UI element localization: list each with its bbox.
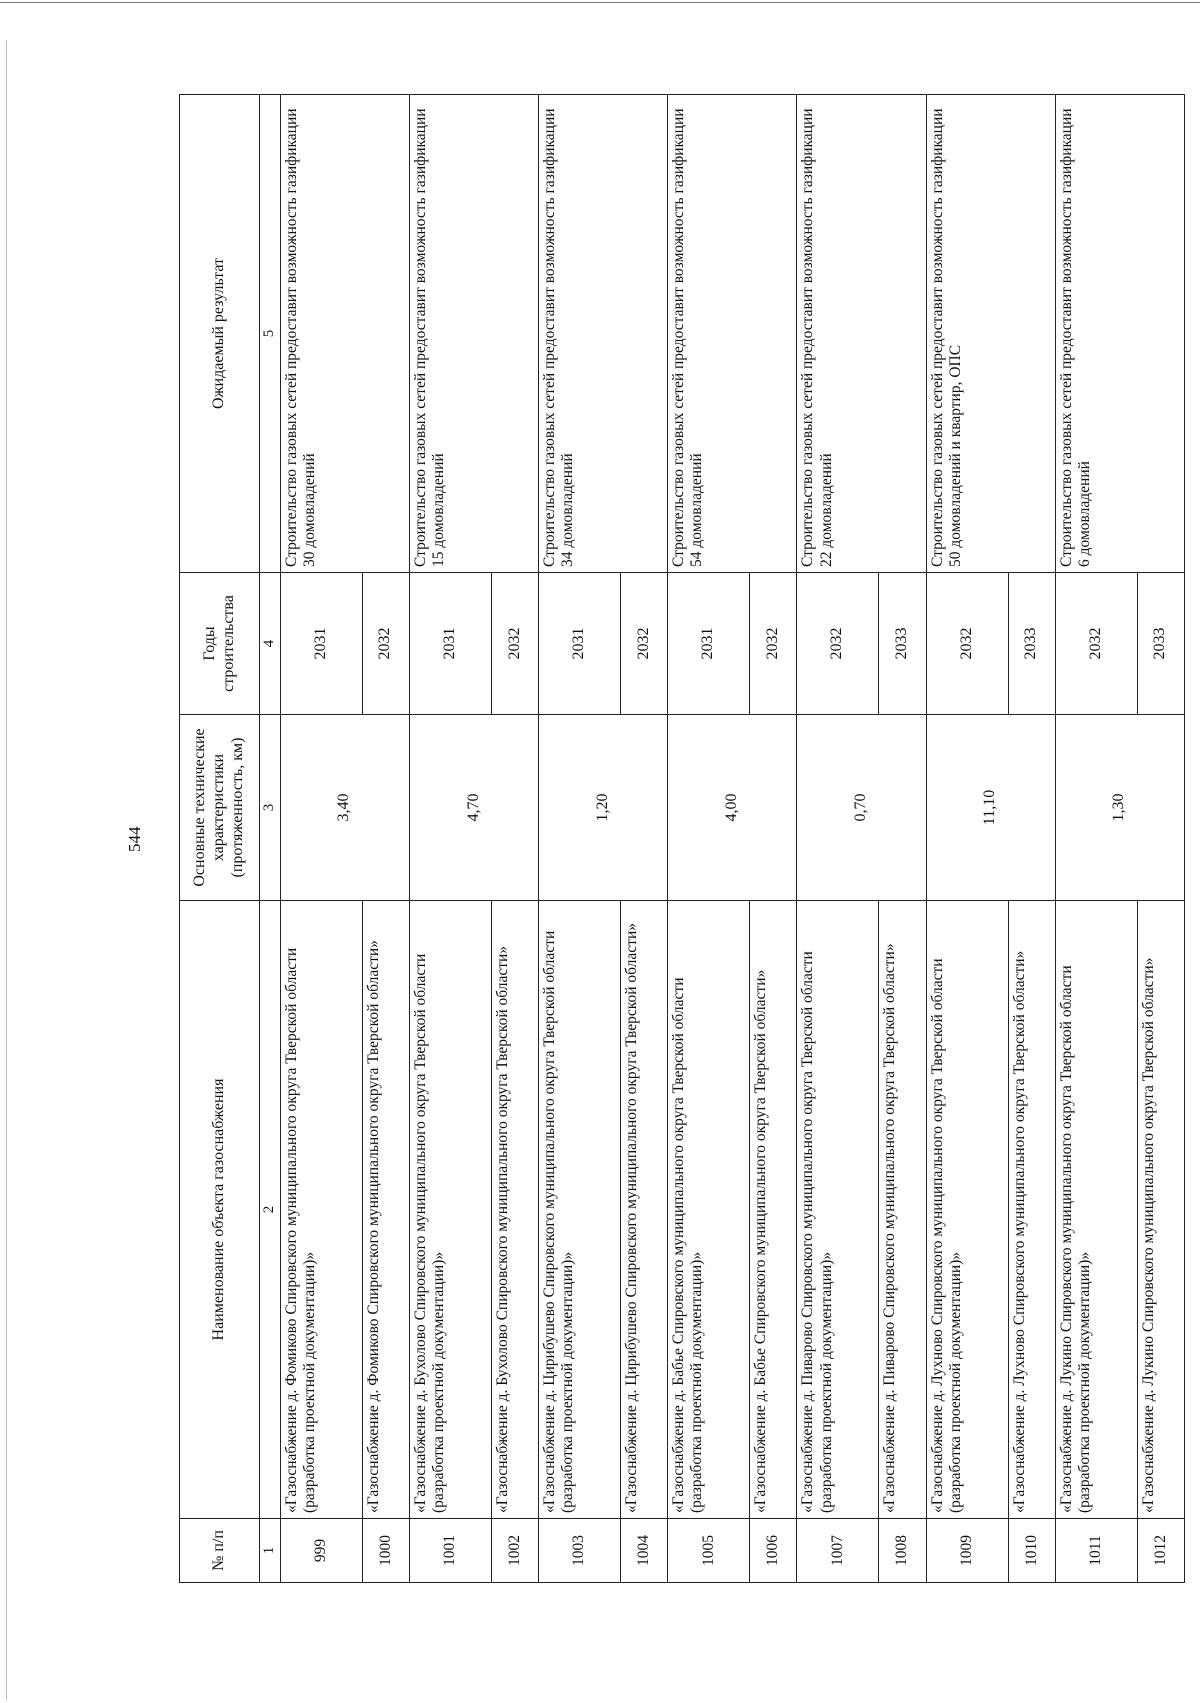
length-km: 1,20 xyxy=(539,715,668,901)
row-number: 1003 xyxy=(539,1519,621,1583)
construction-year: 2031 xyxy=(409,573,491,715)
table-body xyxy=(280,95,1184,1583)
table-row xyxy=(926,95,1008,1583)
object-name: «Газоснабжение д. Бухолово Спировского муниципального округа Тверской области (разработка проектной документации)» xyxy=(409,901,491,1519)
expected-result: Строительство газовых сетей предоставит возможность газификации 15 домовладений xyxy=(409,95,538,573)
row-number: 1007 xyxy=(797,1519,879,1583)
construction-year: 2031 xyxy=(539,573,621,715)
object-name: «Газоснабжение д. Бабье Спировского муниципального округа Тверской области (разработка проектной документации)» xyxy=(668,901,750,1519)
object-name: «Газоснабжение д. Бухолово Спировского муниципального округа Тверской области» xyxy=(491,901,538,1519)
object-name: «Газоснабжение д. Лукино Спировского муниципального округа Тверской области (разработка проектной документации)» xyxy=(1055,901,1137,1519)
object-name: «Газоснабжение д. Лухново Спировского муниципального округа Тверской области (разработка проектной документации)» xyxy=(926,901,1008,1519)
length-km: 4,70 xyxy=(409,715,538,901)
construction-year: 2032 xyxy=(491,573,538,715)
top-edge-line xyxy=(0,2,1200,3)
construction-year: 2032 xyxy=(797,573,879,715)
construction-year: 2032 xyxy=(621,573,668,715)
row-number: 1010 xyxy=(1008,1519,1055,1583)
expected-result: Строительство газовых сетей предоставит возможность газификации 30 домовладений xyxy=(280,95,409,573)
construction-year: 2032 xyxy=(1055,573,1137,715)
table-row xyxy=(539,95,621,1583)
table-row xyxy=(1055,95,1137,1583)
length-km: 1,30 xyxy=(1055,715,1184,901)
table-row xyxy=(280,95,362,1583)
object-name: «Газоснабжение д. Пиварово Спировского муниципального округа Тверской области (разработка проектной документации)» xyxy=(797,901,879,1519)
header-object-name: Наименование объекта газоснабжения xyxy=(180,901,260,1519)
table-row xyxy=(797,95,879,1583)
column-number: 5 xyxy=(260,95,281,573)
column-number: 4 xyxy=(260,573,281,715)
gas-supply-table xyxy=(179,94,1185,1583)
expected-result: Строительство газовых сетей предоставит возможность газификации 6 домовладений xyxy=(1055,95,1184,573)
header-row xyxy=(180,95,260,1583)
length-km: 11,10 xyxy=(926,715,1055,901)
row-number: 1008 xyxy=(879,1519,926,1583)
row-number: 1002 xyxy=(491,1519,538,1583)
construction-year: 2033 xyxy=(879,573,926,715)
row-number: 1011 xyxy=(1055,1519,1137,1583)
object-name: «Газоснабжение д. Фомиково Спировского муниципального округа Тверской области (разработка проектной документации)» xyxy=(280,901,362,1519)
header-expected-result: Ожидаемый результат xyxy=(180,95,260,573)
page-number: 544 xyxy=(125,826,144,852)
table-row xyxy=(409,95,491,1583)
construction-year: 2032 xyxy=(362,573,409,715)
expected-result: Строительство газовых сетей предоставит возможность газификации 34 домовладений xyxy=(539,95,668,573)
row-number: 1000 xyxy=(362,1519,409,1583)
construction-year: 2032 xyxy=(926,573,1008,715)
object-name: «Газоснабжение д. Цирибушево Спировского муниципального округа Тверской области» xyxy=(621,901,668,1519)
column-numbers-row xyxy=(260,95,281,1583)
column-number: 3 xyxy=(260,715,281,901)
construction-year: 2033 xyxy=(1137,573,1184,715)
row-number: 1006 xyxy=(750,1519,797,1583)
object-name: «Газоснабжение д. Лукино Спировского муниципального округа Тверской области» xyxy=(1137,901,1184,1519)
header-technical-characteristics: Основные технические характеристики (протяженность, км) xyxy=(180,715,260,901)
row-number: 1012 xyxy=(1137,1519,1184,1583)
object-name: «Газоснабжение д. Фомиково Спировского муниципального округа Тверской области» xyxy=(362,901,409,1519)
construction-year: 2031 xyxy=(280,573,362,715)
length-km: 4,00 xyxy=(668,715,797,901)
row-number: 999 xyxy=(280,1519,362,1583)
object-name: «Газоснабжение д. Пиварово Спировского муниципального округа Тверской области» xyxy=(879,901,926,1519)
construction-year: 2031 xyxy=(668,573,750,715)
rotated-table-page xyxy=(179,95,1185,1583)
column-number: 2 xyxy=(260,901,281,1519)
length-km: 3,40 xyxy=(280,715,409,901)
expected-result: Строительство газовых сетей предоставит возможность газификации 54 домовладений xyxy=(668,95,797,573)
row-number: 1009 xyxy=(926,1519,1008,1583)
length-km: 0,70 xyxy=(797,715,926,901)
row-number: 1001 xyxy=(409,1519,491,1583)
left-edge-line xyxy=(6,40,7,1700)
object-name: «Газоснабжение д. Цирибушево Спировского муниципального округа Тверской области (разработка проектной документации)» xyxy=(539,901,621,1519)
column-number: 1 xyxy=(260,1519,281,1583)
table-row xyxy=(668,95,750,1583)
construction-year: 2032 xyxy=(750,573,797,715)
row-number: 1004 xyxy=(621,1519,668,1583)
object-name: «Газоснабжение д. Бабье Спировского муниципального округа Тверской области» xyxy=(750,901,797,1519)
object-name: «Газоснабжение д. Лухново Спировского муниципального округа Тверской области» xyxy=(1008,901,1055,1519)
construction-year: 2033 xyxy=(1008,573,1055,715)
header-number: № п/п xyxy=(180,1519,260,1583)
expected-result: Строительство газовых сетей предоставит возможность газификации 50 домовладений и квартир, ОПС xyxy=(926,95,1055,573)
expected-result: Строительство газовых сетей предоставит возможность газификации 22 домовладений xyxy=(797,95,926,573)
header-construction-years: Годы строительства xyxy=(180,573,260,715)
row-number: 1005 xyxy=(668,1519,750,1583)
